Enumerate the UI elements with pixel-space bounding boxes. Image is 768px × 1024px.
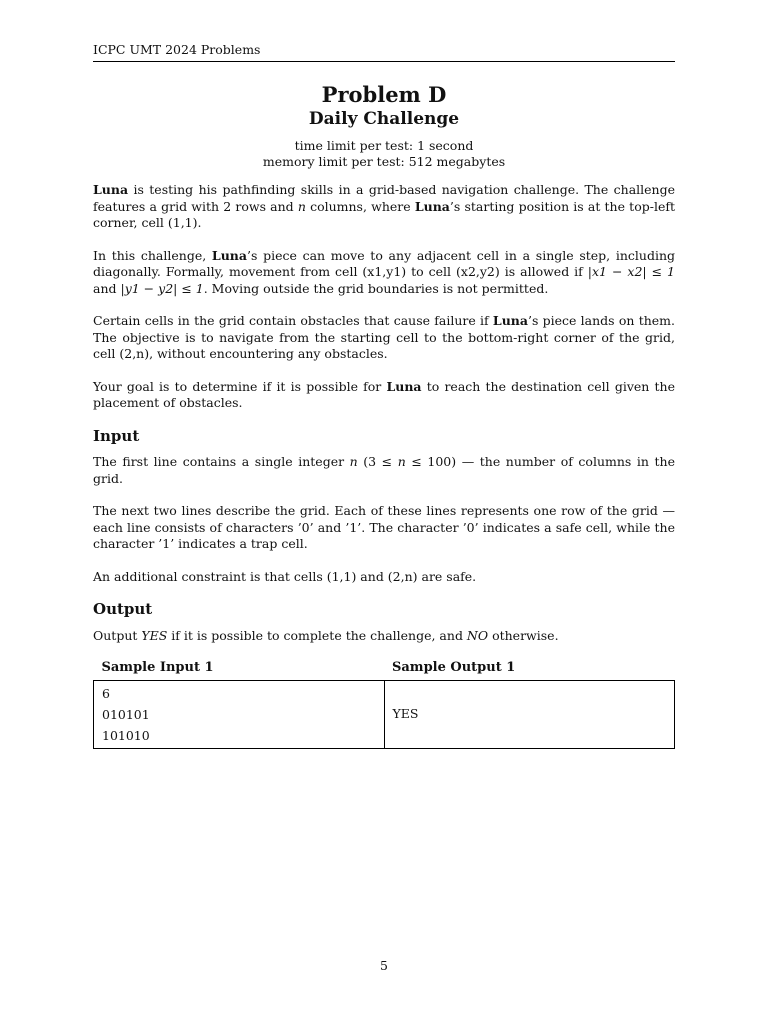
input-paragraph-2: The next two lines describe the grid. Each of these lines represents one row of the grid — each line consists of characters ’0’ and ’1’. The character ’0’ indicates a safe cell, while the character ’1’ indicates a trap cell.	[93, 503, 675, 551]
header-title: ICPC UMT 2024 Problems	[93, 42, 261, 57]
input-paragraph-1: The first line contains a single integer n (3 ≤ n ≤ 100) — the number of columns in the grid.	[93, 454, 675, 486]
sample-output-cell	[384, 680, 675, 748]
output-paragraph-1: Output YES if it is possible to complete the challenge, and NO otherwise.	[93, 627, 559, 643]
sample-input-line: 6	[102, 685, 110, 701]
sample-table	[93, 660, 675, 749]
running-header	[93, 42, 675, 62]
problem-title-block	[93, 82, 675, 170]
input-paragraph-3: An additional constraint is that cells (1,1) and (2,n) are safe.	[93, 568, 477, 584]
output-heading: Output	[93, 600, 153, 618]
memory-limit: memory limit per test: 512 megabytes	[262, 154, 506, 169]
statement-paragraph-4: Your goal is to determine if it is possible for Luna to reach the destination cell given the placement of obstacles.	[93, 378, 675, 410]
problem-body	[93, 182, 675, 749]
sample-output-header: Sample Output 1	[392, 660, 516, 675]
statement-paragraph-3: Certain cells in the grid contain obstacles that cause failure if Luna’s piece lands on them. The objective is to navigate from the starting cell to the bottom-right corner of the grid, cell (2,n), without encountering any obstacles.	[93, 313, 675, 361]
page-number: 5	[380, 958, 388, 973]
sample-input-line: 101010	[102, 727, 150, 743]
problem-title: Problem D	[321, 82, 447, 107]
sample-output-line: YES	[392, 705, 419, 721]
time-limit: time limit per test: 1 second	[294, 138, 474, 153]
sample-input-line: 010101	[102, 706, 150, 722]
statement-paragraph-2: In this challenge, Luna’s piece can move to any adjacent cell in a single step, including diagonally. Formally, movement from cell (x1,y1) to cell (x2,y2) is allowed if |x1 − x2| ≤ 1 and |y1 − y2| ≤ 1. Moving outside the grid boundaries is not permitted.	[93, 247, 675, 296]
input-heading: Input	[93, 426, 140, 445]
statement-paragraph-1: Luna is testing his pathfinding skills in a grid-based navigation challenge. The challenge features a grid with 2 rows and n columns, where Luna’s starting position is at the top-left corner, cell (1,1).	[93, 182, 675, 230]
sample-input-header: Sample Input 1	[101, 660, 214, 675]
problem-subtitle: Daily Challenge	[308, 109, 460, 129]
sample-input-cell	[94, 680, 385, 748]
